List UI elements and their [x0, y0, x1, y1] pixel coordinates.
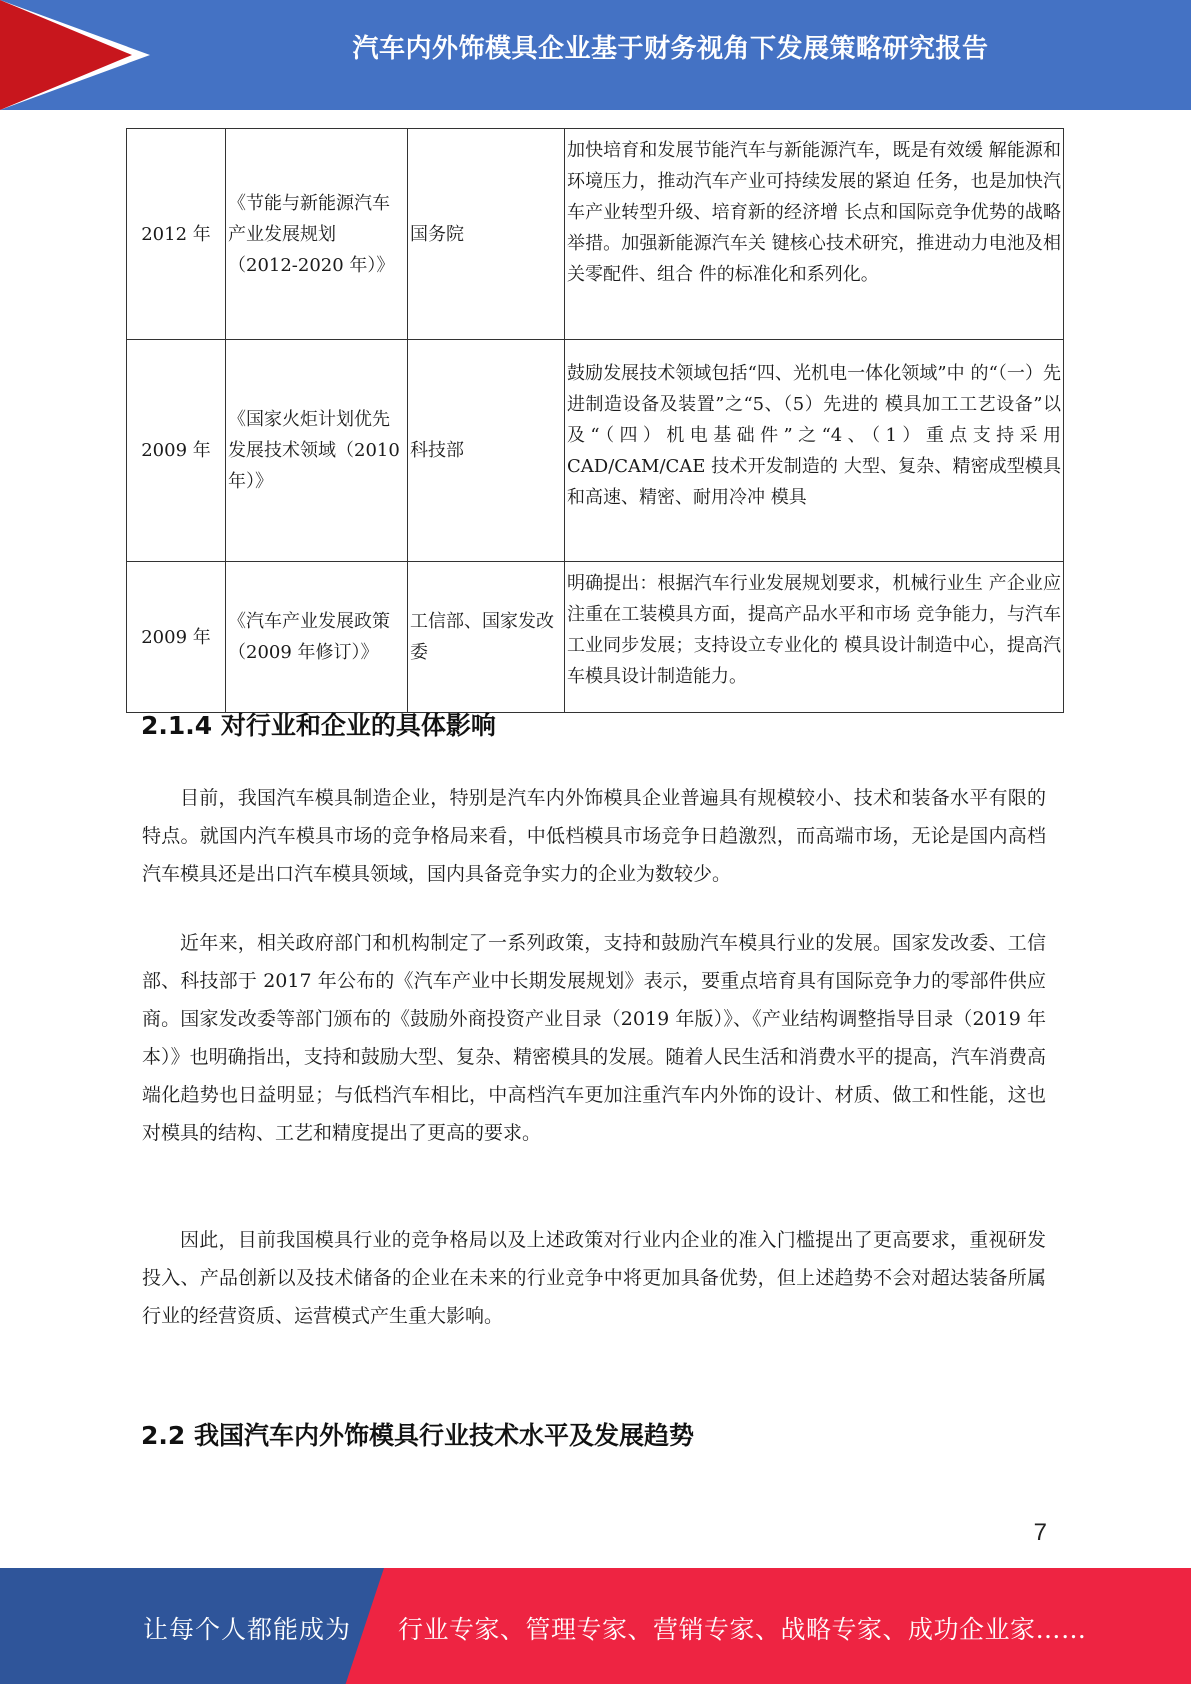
- table-row: [127, 129, 1064, 340]
- policy-name: 《汽车产业发展政策（2009 年修订）》: [226, 562, 408, 713]
- page-header: [0, 0, 1191, 110]
- policy-name: 《国家火炬计划优先发展技术领域（2010 年）》: [226, 340, 408, 562]
- footer-slogan-left: 让每个人都能成为: [143, 1615, 352, 1644]
- policy-department: 工信部、国家发改委: [408, 562, 565, 713]
- table-row: [127, 562, 1064, 713]
- policy-department: 科技部: [408, 340, 565, 562]
- policy-year: 2012 年: [127, 129, 226, 340]
- policy-content: 加快培育和发展节能汽车与新能源汽车，既是有效缓 解能源和环境压力，推动汽车产业可持续发展的紧迫 任务，也是加快汽车产业转型升级、培育新的经济增 长点和国际竞争优势的战略举措。加强新能源汽车关 键核心技术研究，推进动力电池及相关零配件、组合 件的标准化和系列化。: [565, 129, 1064, 340]
- section-heading-2-2: 2.2 我国汽车内外饰模具行业技术水平及发展趋势: [141, 1421, 694, 1450]
- policy-year: 2009 年: [127, 340, 226, 562]
- policy-name: 《节能与新能源汽车产业发展规划（2012-2020 年）》: [226, 129, 408, 340]
- page-number: 7: [1033, 1519, 1047, 1546]
- header-chevron-red: [0, 0, 132, 110]
- policy-department: 国务院: [408, 129, 565, 340]
- page-footer: [0, 1568, 1191, 1684]
- document-title: 汽车内外饰模具企业基于财务视角下发展策略研究报告: [352, 34, 989, 64]
- section-heading-2-1-4: 2.1.4 对行业和企业的具体影响: [141, 711, 496, 740]
- policy-content: 明确提出：根据汽车行业发展规划要求，机械行业生 产企业应注重在工装模具方面，提高产品水平和市场 竞争能力，与汽车工业同步发展；支持设立专业化的 模具设计制造中心，提高汽车模具设计制造能力。: [565, 562, 1064, 713]
- body-paragraph: 目前，我国汽车模具制造企业，特别是汽车内外饰模具企业普遍具有规模较小、技术和装备水平有限的特点。就国内汽车模具市场的竞争格局来看，中低档模具市场竞争日趋激烈，而高端市场，无论是国内高档汽车模具还是出口汽车模具领域，国内具备竞争实力的企业为数较少。: [142, 787, 1046, 885]
- body-paragraph: 近年来，相关政府部门和机构制定了一系列政策，支持和鼓励汽车模具行业的发展。国家发改委、工信部、科技部于 2017 年公布的《汽车产业中长期发展规划》表示，要重点培育具有国际竞争力的零部件供应商。国家发改委等部门颁布的《鼓励外商投资产业目录（2019 年版）》、《产业结构调整指导目录（2019 年本）》也明确指出，支持和鼓励大型、复杂、精密模具的发展。随着人民生活和消费水平的提高，汽车消费高端化趋势也日益明显；与低档汽车相比，中高档汽车更加注重汽车内外饰的设计、材质、做工和性能，这也对模具的结构、工艺和精度提出了更高的要求。: [142, 932, 1046, 1144]
- policy-content: 鼓励发展技术领域包括“四、光机电一体化领域”中 的“（一）先进制造设备及装置”之“5、（5）先进的 模具加工工艺设备”以及“（四）机电基础件”之“4、（1）重点支持采用 CAD/CAM/CAE 技术开发制造的 大型、复杂、精密成型模具和高速、精密、耐用冷冲 模具: [565, 340, 1064, 562]
- footer-slogan-right: 行业专家、管理专家、营销专家、战略专家、成功企业家……: [398, 1615, 1087, 1644]
- body-paragraph: 因此，目前我国模具行业的竞争格局以及上述政策对行业内企业的准入门槛提出了更高要求，重视研发投入、产品创新以及技术储备的企业在未来的行业竞争中将更加具备优势，但上述趋势不会对超达装备所属行业的经营资质、运营模式产生重大影响。: [142, 1229, 1046, 1327]
- table-row: [127, 340, 1064, 562]
- policy-table: [126, 128, 1064, 713]
- policy-year: 2009 年: [127, 562, 226, 713]
